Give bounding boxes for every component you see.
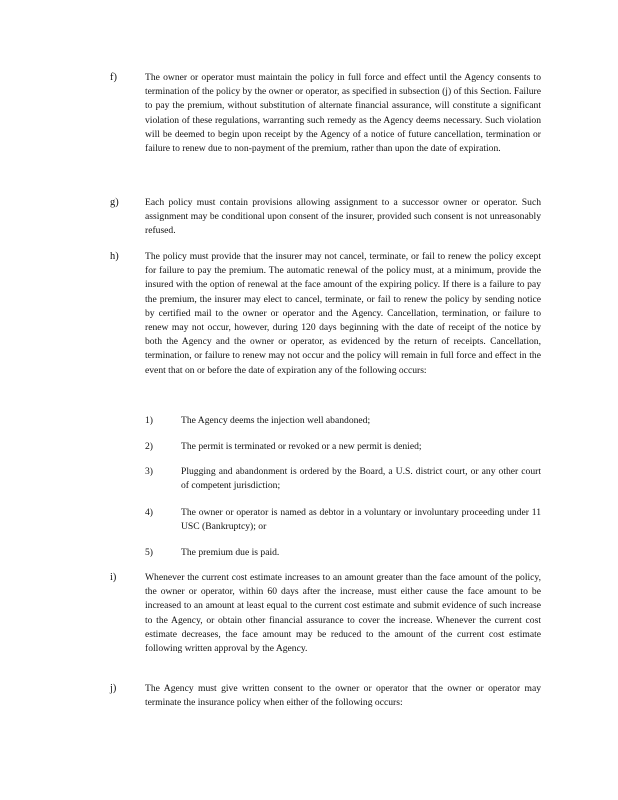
list-item-text: The Agency deems the injection well abandoned; [181, 415, 371, 426]
list-item-number: 3) [145, 466, 153, 477]
section-letter: f) [110, 72, 117, 83]
list-item-number: 4) [145, 507, 153, 518]
section-letter: h) [110, 251, 119, 262]
section-letter: j) [110, 683, 117, 694]
list-item-text: Plugging and abandonment is ordered by the Board, a U.S. district court, or any other court of competent jurisdiction; [181, 466, 541, 492]
list-item-text: The permit is terminated or revoked or a new permit is denied; [181, 441, 422, 452]
section-letter: i) [110, 572, 117, 583]
list-item-number: 5) [145, 547, 153, 558]
section-text: Each policy must contain provisions allowing assignment to a successor owner or operator. Such assignment may be conditional upon consent of the insurer, provided such consent is not unreasonably refused. [145, 197, 541, 237]
list-item-number: 2) [145, 441, 153, 452]
list-item-number: 1) [145, 415, 153, 426]
list-item-text: The owner or operator is named as debtor in a voluntary or involuntary proceeding under 11 USC (Bankruptcy); or [181, 507, 541, 533]
list-item-text: The premium due is paid. [181, 547, 280, 558]
section-text: The policy must provide that the insurer may not cancel, terminate, or fail to renew the policy except for failure to pay the premium. The automatic renewal of the policy must, at a minimum, provide the insured with the option of renewal at the face amount of the expiring policy. If there is a failure to pay the premium, the insurer may elect to cancel, terminate, or fail to renew the policy by sending notice by certified mail to the owner or operator and the Agency. Cancellation, termination, or failure to renew may not occur, however, during 120 days beginning with the date of receipt of the notice by both the Agency and the owner or operator, as evidenced by the return of receipts. Cancellation, termination, or failure to renew may not occur and the policy will remain in full force and effect in the event that on or before the date of expiration any of the following occurs: [145, 251, 541, 376]
section-text: The Agency must give written consent to the owner or operator that the owner or operator may terminate the insurance policy when either of the following occurs: [145, 683, 541, 709]
section-letter: g) [110, 197, 119, 208]
section-text: Whenever the current cost estimate increases to an amount greater than the face amount of the policy, the owner or operator, within 60 days after the increase, must either cause the face amount to be increased to an amount at least equal to the current cost estimate and submit evidence of such increase to the Agency, or obtain other financial assurance to cover the increase. Whenever the current cost estimate decreases, the face amount may be reduced to the amount of the current cost estimate following written approval by the Agency. [145, 572, 541, 655]
section-text: The owner or operator must maintain the policy in full force and effect until the Agency consents to termination of the policy by the owner or operator, as specified in subsection (j) of this Section. Failure to pay the premium, without substitution of alternate financial assurance, will constitute a significant violation of these regulations, warranting such remedy as the Agency deems necessary. Such violation will be deemed to begin upon receipt by the Agency of a notice of future cancellation, termination or failure to renew due to non-payment of the premium, rather than upon the date of expiration. [145, 72, 541, 155]
